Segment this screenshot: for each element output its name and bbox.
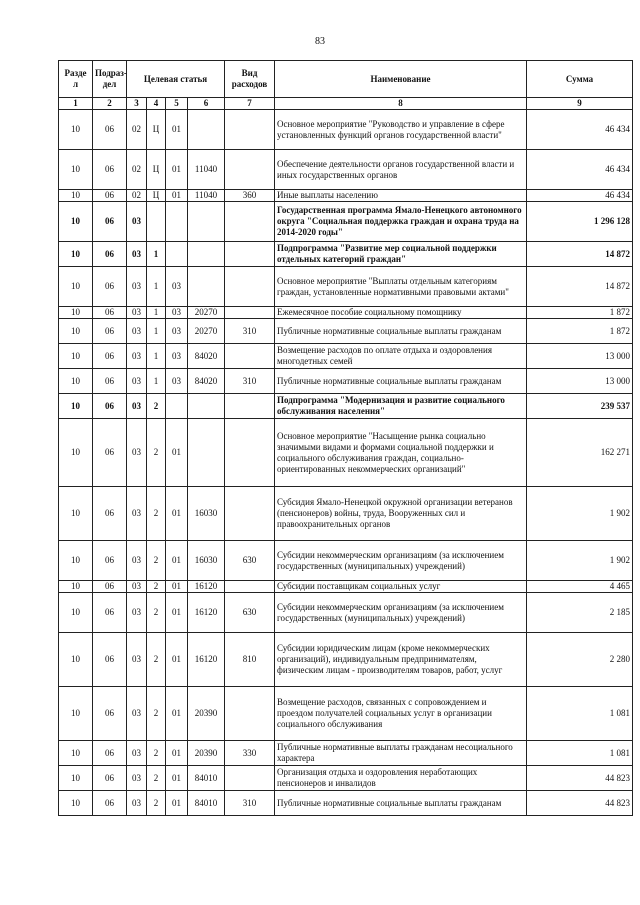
table-row: [59, 541, 633, 581]
subprogram-cell: 2: [147, 791, 166, 816]
razdel-cell: 10: [59, 110, 93, 150]
subprogram-cell: 2: [147, 687, 166, 741]
event-cell: 01: [166, 541, 188, 581]
program-cell: 03: [127, 791, 147, 816]
col-number: 4: [147, 98, 166, 110]
event-cell: [166, 202, 188, 242]
name-cell: Основное мероприятие "Руководство и управление в сфере установленных функций органов государственной власти": [275, 110, 527, 150]
sum-cell: 13 000: [527, 369, 633, 394]
table-row: [59, 394, 633, 419]
program-cell: 03: [127, 369, 147, 394]
podrazdel-cell: 06: [93, 633, 127, 687]
event-cell: 01: [166, 741, 188, 766]
subprogram-cell: 1: [147, 242, 166, 267]
subprogram-cell: 2: [147, 581, 166, 593]
podrazdel-cell: 06: [93, 593, 127, 633]
direction-cell: 16120: [188, 633, 225, 687]
direction-cell: 16120: [188, 593, 225, 633]
direction-cell: [188, 202, 225, 242]
razdel-cell: 10: [59, 581, 93, 593]
name-cell: Основное мероприятие "Насыщение рынка социально значимыми видами и формами социальной поддержки и социального обслуживания граждан, социально-ориентированных некоммерческих организаций": [275, 419, 527, 487]
subprogram-cell: 1: [147, 319, 166, 344]
podrazdel-cell: 06: [93, 766, 127, 791]
name-cell: Публичные нормативные социальные выплаты гражданам: [275, 791, 527, 816]
event-cell: 01: [166, 190, 188, 202]
table-row: [59, 581, 633, 593]
table-row: [59, 344, 633, 369]
vid-cell: [225, 766, 275, 791]
direction-cell: 16030: [188, 541, 225, 581]
header-vid-rashodov: Вид расходов: [225, 61, 275, 98]
razdel-cell: 10: [59, 242, 93, 267]
direction-cell: 20270: [188, 319, 225, 344]
razdel-cell: 10: [59, 202, 93, 242]
table-row: [59, 150, 633, 190]
razdel-cell: 10: [59, 487, 93, 541]
sum-cell: 1 872: [527, 319, 633, 344]
subprogram-cell: [147, 202, 166, 242]
col-number: 7: [225, 98, 275, 110]
podrazdel-cell: 06: [93, 369, 127, 394]
event-cell: 01: [166, 150, 188, 190]
program-cell: 03: [127, 419, 147, 487]
table-row: [59, 766, 633, 791]
sum-cell: 1 296 128: [527, 202, 633, 242]
podrazdel-cell: 06: [93, 344, 127, 369]
subprogram-cell: 1: [147, 267, 166, 307]
name-cell: Субсидии поставщикам социальных услуг: [275, 581, 527, 593]
direction-cell: 20390: [188, 741, 225, 766]
event-cell: 01: [166, 487, 188, 541]
sum-cell: 1 081: [527, 687, 633, 741]
table-row: [59, 633, 633, 687]
razdel-cell: 10: [59, 150, 93, 190]
event-cell: 01: [166, 687, 188, 741]
vid-cell: [225, 419, 275, 487]
vid-cell: 810: [225, 633, 275, 687]
direction-cell: 84020: [188, 344, 225, 369]
subprogram-cell: Ц: [147, 110, 166, 150]
event-cell: 01: [166, 419, 188, 487]
name-cell: Возмещение расходов, связанных с сопровождением и проездом получателей социальных услуг в организации социального обслуживания: [275, 687, 527, 741]
program-cell: 03: [127, 267, 147, 307]
program-cell: 03: [127, 242, 147, 267]
event-cell: 01: [166, 593, 188, 633]
subprogram-cell: 2: [147, 593, 166, 633]
table-row: [59, 319, 633, 344]
table-row: [59, 267, 633, 307]
header-row: [59, 61, 633, 98]
subprogram-cell: Ц: [147, 150, 166, 190]
vid-cell: [225, 394, 275, 419]
name-cell: Обеспечение деятельности органов государственной власти и иных государственных органов: [275, 150, 527, 190]
vid-cell: [225, 242, 275, 267]
vid-cell: 330: [225, 741, 275, 766]
podrazdel-cell: 06: [93, 319, 127, 344]
program-cell: 03: [127, 319, 147, 344]
program-cell: 03: [127, 581, 147, 593]
podrazdel-cell: 06: [93, 741, 127, 766]
event-cell: 01: [166, 581, 188, 593]
event-cell: [166, 394, 188, 419]
direction-cell: [188, 242, 225, 267]
subprogram-cell: Ц: [147, 190, 166, 202]
name-cell: Возмещение расходов по оплате отдыха и оздоровления многодетных семей: [275, 344, 527, 369]
name-cell: Организация отдыха и оздоровления неработающих пенсионеров и инвалидов: [275, 766, 527, 791]
event-cell: 03: [166, 319, 188, 344]
col-number: 5: [166, 98, 188, 110]
podrazdel-cell: 06: [93, 541, 127, 581]
table-row: [59, 741, 633, 766]
name-cell: Субсидии некоммерческим организациям (за исключением государственных (муниципальных) учреждений): [275, 541, 527, 581]
direction-cell: [188, 267, 225, 307]
name-cell: Публичные нормативные выплаты гражданам несоциального характера: [275, 741, 527, 766]
sum-cell: 14 872: [527, 267, 633, 307]
program-cell: 02: [127, 110, 147, 150]
direction-cell: 84010: [188, 791, 225, 816]
direction-cell: 16120: [188, 581, 225, 593]
sum-cell: 44 823: [527, 791, 633, 816]
name-cell: Ежемесячное пособие социальному помощнику: [275, 307, 527, 319]
razdel-cell: 10: [59, 541, 93, 581]
vid-cell: 630: [225, 541, 275, 581]
razdel-cell: 10: [59, 419, 93, 487]
vid-cell: [225, 110, 275, 150]
vid-cell: [225, 150, 275, 190]
razdel-cell: 10: [59, 766, 93, 791]
podrazdel-cell: 06: [93, 110, 127, 150]
subprogram-cell: 1: [147, 344, 166, 369]
program-cell: 02: [127, 190, 147, 202]
razdel-cell: 10: [59, 741, 93, 766]
razdel-cell: 10: [59, 319, 93, 344]
table-row: [59, 593, 633, 633]
podrazdel-cell: 06: [93, 202, 127, 242]
vid-cell: [225, 307, 275, 319]
podrazdel-cell: 06: [93, 242, 127, 267]
header-razdel: Разде л: [59, 61, 93, 98]
table-row: [59, 487, 633, 541]
sum-cell: 2 280: [527, 633, 633, 687]
program-cell: 03: [127, 394, 147, 419]
razdel-cell: 10: [59, 687, 93, 741]
name-cell: Публичные нормативные социальные выплаты гражданам: [275, 319, 527, 344]
podrazdel-cell: 06: [93, 487, 127, 541]
podrazdel-cell: 06: [93, 307, 127, 319]
vid-cell: 310: [225, 791, 275, 816]
table-body: [59, 110, 633, 816]
sum-cell: 46 434: [527, 190, 633, 202]
sum-cell: 46 434: [527, 150, 633, 190]
col-number: 8: [275, 98, 527, 110]
direction-cell: 84010: [188, 766, 225, 791]
sum-cell: 2 185: [527, 593, 633, 633]
name-cell: Иные выплаты населению: [275, 190, 527, 202]
direction-cell: 20390: [188, 687, 225, 741]
name-cell: Субсидии некоммерческим организациям (за исключением государственных (муниципальных) учреждений): [275, 593, 527, 633]
subprogram-cell: 2: [147, 633, 166, 687]
program-cell: 03: [127, 766, 147, 791]
event-cell: 01: [166, 766, 188, 791]
direction-cell: 20270: [188, 307, 225, 319]
column-number-row: [59, 98, 633, 110]
subprogram-cell: 2: [147, 419, 166, 487]
program-cell: 03: [127, 541, 147, 581]
header-celevaya-statya: Целевая статья: [127, 61, 225, 98]
event-cell: 01: [166, 110, 188, 150]
name-cell: Публичные нормативные социальные выплаты гражданам: [275, 369, 527, 394]
podrazdel-cell: 06: [93, 150, 127, 190]
sum-cell: 239 537: [527, 394, 633, 419]
table-row: [59, 369, 633, 394]
razdel-cell: 10: [59, 791, 93, 816]
name-cell: Подпрограмма "Модернизация и развитие социального обслуживания населения": [275, 394, 527, 419]
sum-cell: 44 823: [527, 766, 633, 791]
subprogram-cell: 2: [147, 741, 166, 766]
name-cell: Субсидия Ямало-Ненецкой окружной организации ветеранов (пенсионеров) войны, труда, Вооруженных сил и правоохранительных органов: [275, 487, 527, 541]
razdel-cell: 10: [59, 369, 93, 394]
program-cell: 03: [127, 593, 147, 633]
podrazdel-cell: 06: [93, 190, 127, 202]
sum-cell: 1 902: [527, 541, 633, 581]
razdel-cell: 10: [59, 190, 93, 202]
col-number: 1: [59, 98, 93, 110]
table-row: [59, 202, 633, 242]
sum-cell: 1 081: [527, 741, 633, 766]
vid-cell: 360: [225, 190, 275, 202]
vid-cell: [225, 687, 275, 741]
podrazdel-cell: 06: [93, 791, 127, 816]
vid-cell: [225, 344, 275, 369]
event-cell: 01: [166, 791, 188, 816]
subprogram-cell: 2: [147, 394, 166, 419]
podrazdel-cell: 06: [93, 267, 127, 307]
direction-cell: [188, 394, 225, 419]
program-cell: 03: [127, 307, 147, 319]
sum-cell: 46 434: [527, 110, 633, 150]
event-cell: 01: [166, 633, 188, 687]
table-row: [59, 242, 633, 267]
razdel-cell: 10: [59, 267, 93, 307]
table-row: [59, 419, 633, 487]
name-cell: Субсидии юридическим лицам (кроме некоммерческих организаций), индивидуальным предпринимателям, физическим лицам - производителям товаров, работ, услуг: [275, 633, 527, 687]
event-cell: [166, 242, 188, 267]
vid-cell: [225, 487, 275, 541]
program-cell: 03: [127, 344, 147, 369]
sum-cell: 4 465: [527, 581, 633, 593]
direction-cell: 16030: [188, 487, 225, 541]
vid-cell: [225, 267, 275, 307]
sum-cell: 162 271: [527, 419, 633, 487]
subprogram-cell: 2: [147, 487, 166, 541]
razdel-cell: 10: [59, 394, 93, 419]
program-cell: 03: [127, 633, 147, 687]
budget-table: [58, 60, 633, 816]
table-row: [59, 687, 633, 741]
col-number: 2: [93, 98, 127, 110]
subprogram-cell: 1: [147, 307, 166, 319]
event-cell: 03: [166, 369, 188, 394]
razdel-cell: 10: [59, 344, 93, 369]
podrazdel-cell: 06: [93, 687, 127, 741]
podrazdel-cell: 06: [93, 581, 127, 593]
direction-cell: [188, 419, 225, 487]
col-number: 9: [527, 98, 633, 110]
sum-cell: 13 000: [527, 344, 633, 369]
vid-cell: 310: [225, 369, 275, 394]
sum-cell: 1 872: [527, 307, 633, 319]
sum-cell: 1 902: [527, 487, 633, 541]
podrazdel-cell: 06: [93, 419, 127, 487]
col-number: 3: [127, 98, 147, 110]
program-cell: 03: [127, 487, 147, 541]
event-cell: 03: [166, 344, 188, 369]
direction-cell: [188, 110, 225, 150]
header-naimenovanie: Наименование: [275, 61, 527, 98]
event-cell: 03: [166, 267, 188, 307]
header-summa: Сумма: [527, 61, 633, 98]
podrazdel-cell: 06: [93, 394, 127, 419]
name-cell: Подпрограмма "Развитие мер социальной поддержки отдельных категорий граждан": [275, 242, 527, 267]
name-cell: Основное мероприятие "Выплаты отдельным категориям граждан, установленные нормативными правовыми актами": [275, 267, 527, 307]
subprogram-cell: 1: [147, 369, 166, 394]
col-number: 6: [188, 98, 225, 110]
razdel-cell: 10: [59, 593, 93, 633]
program-cell: 02: [127, 150, 147, 190]
vid-cell: 630: [225, 593, 275, 633]
direction-cell: 11040: [188, 150, 225, 190]
vid-cell: [225, 202, 275, 242]
vid-cell: 310: [225, 319, 275, 344]
vid-cell: [225, 581, 275, 593]
program-cell: 03: [127, 741, 147, 766]
direction-cell: 84020: [188, 369, 225, 394]
razdel-cell: 10: [59, 307, 93, 319]
table-row: [59, 307, 633, 319]
direction-cell: 11040: [188, 190, 225, 202]
name-cell: Государственная программа Ямало-Ненецкого автономного округа "Социальная поддержка граждан и охрана труда на 2014-2020 годы": [275, 202, 527, 242]
table-row: [59, 190, 633, 202]
razdel-cell: 10: [59, 633, 93, 687]
table-row: [59, 110, 633, 150]
table-row: [59, 791, 633, 816]
header-podrazdel: Подраз- дел: [93, 61, 127, 98]
sum-cell: 14 872: [527, 242, 633, 267]
page-number: 83: [315, 36, 325, 47]
program-cell: 03: [127, 687, 147, 741]
program-cell: 03: [127, 202, 147, 242]
subprogram-cell: 2: [147, 766, 166, 791]
event-cell: 03: [166, 307, 188, 319]
subprogram-cell: 2: [147, 541, 166, 581]
